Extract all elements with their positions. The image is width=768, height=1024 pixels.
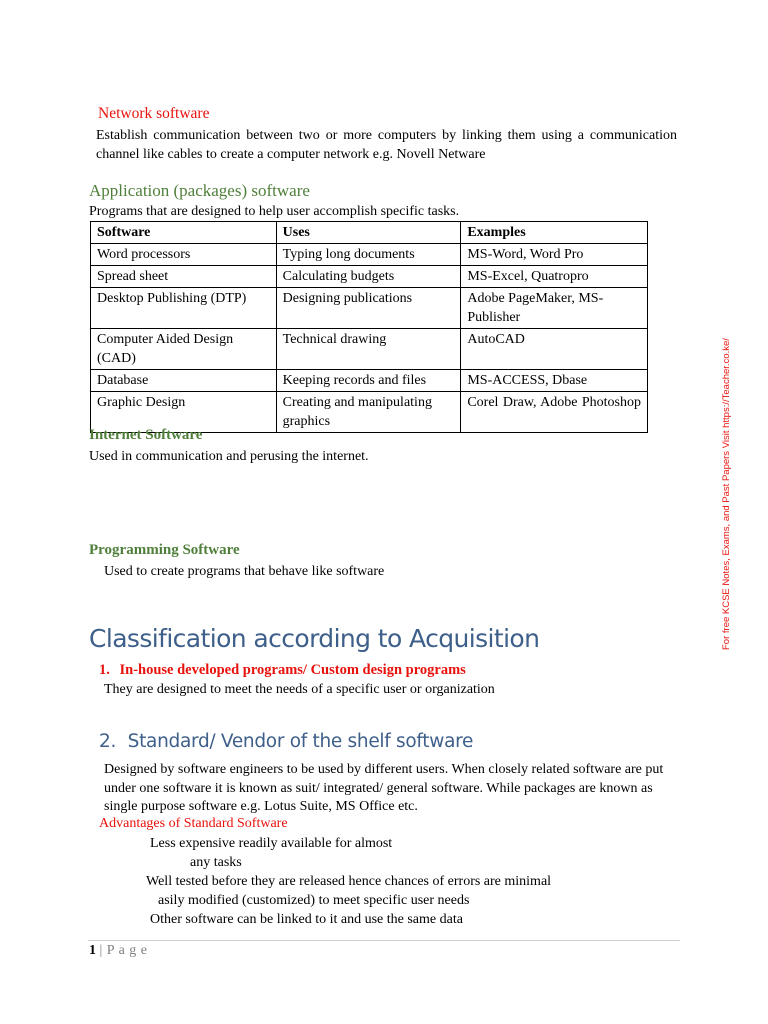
item2-text: Designed by software engineers to be used by different users. When closely related software are put under one software it is known as suit/ integrated/ general software. While packages are known as single purpose software e.g. Lotus Suite, MS Office etc. <box>104 762 664 814</box>
internet-software-text: Used in communication and perusing the internet. <box>89 449 369 464</box>
table-cell: Desktop Publishing (DTP) <box>91 288 277 329</box>
application-software-heading: Application (packages) software <box>89 181 310 200</box>
page-footer <box>89 943 148 959</box>
table-cell: MS-Excel, Quatropro <box>461 266 648 288</box>
table-cell: Computer Aided Design (CAD) <box>91 329 277 370</box>
table-row <box>91 244 648 266</box>
network-software-text: Establish communication between two or more computers by linking them using a communication channel like cables to create a computer network e.g. Novell Netware <box>96 128 677 162</box>
footer-divider <box>88 940 680 941</box>
software-table <box>90 221 648 433</box>
table-cell: Designing publications <box>276 288 461 329</box>
table-cell: Technical drawing <box>276 329 461 370</box>
side-note: For free KCSE Notes, Exams, and Past Papers Visit https://Teacher.co.ke/ <box>721 338 732 650</box>
programming-software-heading: Programming Software <box>89 542 240 558</box>
advantage-line: asily modified (customized) to meet specific user needs <box>158 893 470 908</box>
table-cell: Keeping records and files <box>276 370 461 392</box>
table-cell: Corel Draw, Adobe Photoshop <box>461 392 648 433</box>
classification-heading: Classification according to Acquisition <box>89 624 540 653</box>
item2-number: 2. <box>99 731 117 752</box>
table-header: Software <box>91 222 277 244</box>
item1-text: They are designed to meet the needs of a specific user or organization <box>104 682 495 697</box>
table-header-row <box>91 222 648 244</box>
table-cell: Graphic Design <box>91 392 277 433</box>
table-cell: Creating and manipulating graphics <box>276 392 461 433</box>
application-software-intro: Programs that are designed to help user accomplish specific tasks. <box>89 204 460 219</box>
table-cell: Calculating budgets <box>276 266 461 288</box>
table-row <box>91 370 648 392</box>
table-cell: MS-Word, Word Pro <box>461 244 648 266</box>
table-cell: Typing long documents <box>276 244 461 266</box>
item2-title-text: Standard/ Vendor of the shelf software <box>127 731 474 752</box>
network-software-heading: Network software <box>98 105 210 122</box>
item1-title-text: In-house developed programs/ Custom design programs <box>119 662 466 678</box>
advantage-line: any tasks <box>190 855 242 870</box>
table-row <box>91 329 648 370</box>
table-cell: MS-ACCESS, Dbase <box>461 370 648 392</box>
item2-title <box>99 731 473 752</box>
table-header: Uses <box>276 222 461 244</box>
programming-software-text: Used to create programs that behave like software <box>104 564 385 579</box>
page-label: | P a g e <box>99 943 148 958</box>
advantage-line: Other software can be linked to it and use the same data <box>150 912 463 927</box>
table-row <box>91 266 648 288</box>
table-cell: AutoCAD <box>461 329 648 370</box>
page-number: 1 <box>89 943 96 958</box>
table-cell: Word processors <box>91 244 277 266</box>
table-header: Examples <box>461 222 648 244</box>
table-cell: Spread sheet <box>91 266 277 288</box>
table-cell: Database <box>91 370 277 392</box>
advantage-line: Less expensive readily available for almost <box>150 836 393 851</box>
advantage-line: Well tested before they are released hence chances of errors are minimal <box>146 874 552 889</box>
table-cell: Adobe PageMaker, MS-Publisher <box>461 288 648 329</box>
internet-software-heading: Internet Software <box>89 427 203 443</box>
table-row <box>91 288 648 329</box>
item1-number: 1. <box>99 662 110 678</box>
advantages-heading: Advantages of Standard Software <box>99 816 288 831</box>
item1-title <box>99 662 466 679</box>
